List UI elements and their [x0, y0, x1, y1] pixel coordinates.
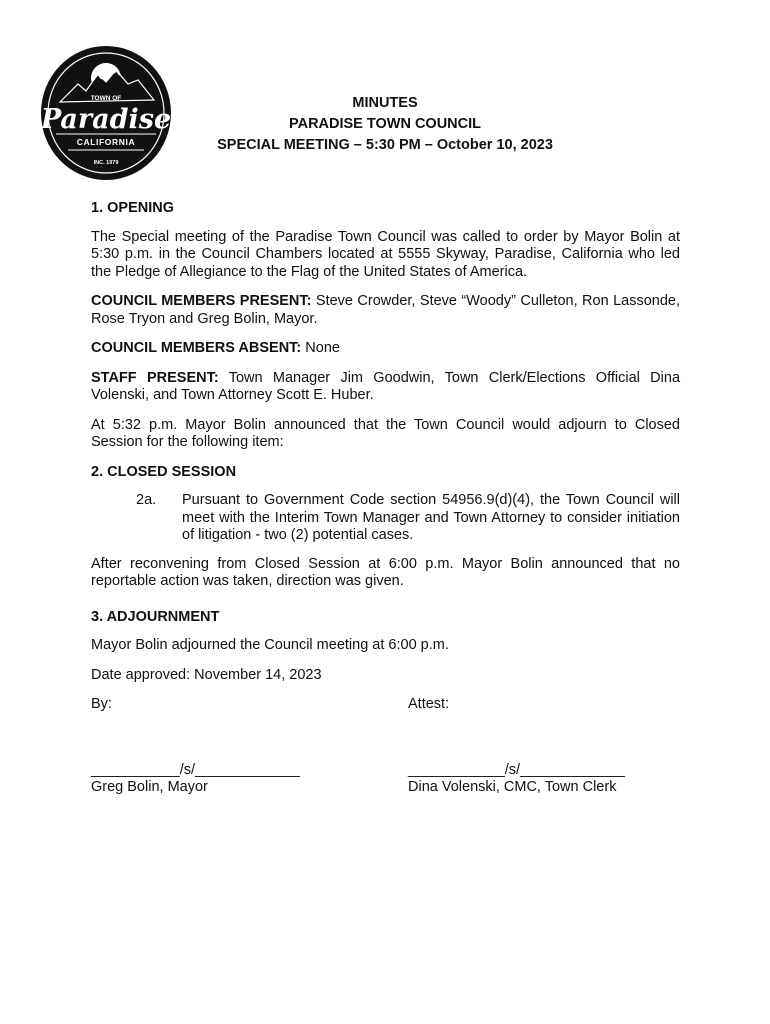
adjournment-paragraph: Mayor Bolin adjourned the Council meeting at 6:00 p.m. [91, 637, 449, 653]
signature-lines-row [91, 762, 680, 780]
mayor-signature-line: ___________/s/_____________ [91, 761, 300, 778]
section-closed-session-heading: 2. CLOSED SESSION [91, 463, 237, 480]
document-header [160, 93, 610, 156]
item-text: Pursuant to Government Code section 54956.9(d)(4), the Town Council will meet with the Interim Town Manager and Town Attorney to consider initiation of litigation - two (2) potential cases. [182, 492, 680, 543]
closed-session-announcement: At 5:32 p.m. Mayor Bolin announced that the Town Council would adjourn to Closed Session for the following item: [91, 416, 680, 450]
header-title: MINUTES [352, 95, 418, 111]
logo-name-text: Paradise [40, 104, 172, 135]
members-absent-label: COUNCIL MEMBERS ABSENT: [91, 340, 302, 356]
clerk-signature-line: ____________/s/_____________ [408, 761, 625, 778]
logo-state-text: CALIFORNIA [76, 137, 136, 147]
attest-label: Attest: [408, 696, 450, 712]
staff-present-text: Town Manager Jim Goodwin, Town Clerk/Elections Official Dina Volenski, and Town Attorney Scott E. Huber. [91, 369, 681, 403]
staff-present [91, 370, 680, 405]
signature-labels-row [91, 696, 680, 714]
closed-session-item [91, 492, 680, 545]
members-absent [91, 340, 680, 358]
logo-seal-icon [40, 44, 173, 182]
logo-top-text: TOWN OF [90, 95, 122, 102]
by-label: By: [91, 696, 112, 712]
signature-names-row [91, 779, 680, 797]
clerk-name: Dina Volenski, CMC, Town Clerk [408, 779, 617, 795]
town-of-paradise-logo [40, 44, 173, 182]
header-meeting: SPECIAL MEETING – 5:30 PM – October 10, 2023 [217, 137, 553, 153]
header-council: PARADISE TOWN COUNCIL [289, 116, 481, 132]
item-number: 2a. [136, 492, 157, 508]
section-opening-heading: 1. OPENING [91, 200, 174, 216]
date-approved: Date approved: November 14, 2023 [91, 666, 322, 683]
section-adjournment-heading: 3. ADJOURNMENT [91, 608, 220, 625]
logo-inc-text: INC. 1979 [93, 160, 119, 166]
members-absent-text: None [301, 340, 340, 356]
members-present-text: Steve Crowder, Steve “Woody” Culleton, Ron Lassonde, Rose Tryon and Greg Bolin, Mayor. [91, 293, 680, 327]
members-present [91, 293, 680, 328]
mayor-name: Greg Bolin, Mayor [91, 779, 208, 795]
reconvene-paragraph: After reconvening from Closed Session at 6:00 p.m. Mayor Bolin announced that no reportable action was taken, direction was given. [91, 555, 680, 589]
members-present-label: COUNCIL MEMBERS PRESENT: [91, 293, 312, 309]
staff-present-label: STAFF PRESENT: [91, 369, 219, 386]
opening-paragraph: The Special meeting of the Paradise Town Council was called to order by Mayor Bolin at 5:30 p.m. in the Council Chambers located at 5555 Skyway, Paradise, California who led the Pledge of Allegiance to the Flag of the United States of America. [91, 228, 680, 280]
minutes-body [91, 200, 680, 809]
